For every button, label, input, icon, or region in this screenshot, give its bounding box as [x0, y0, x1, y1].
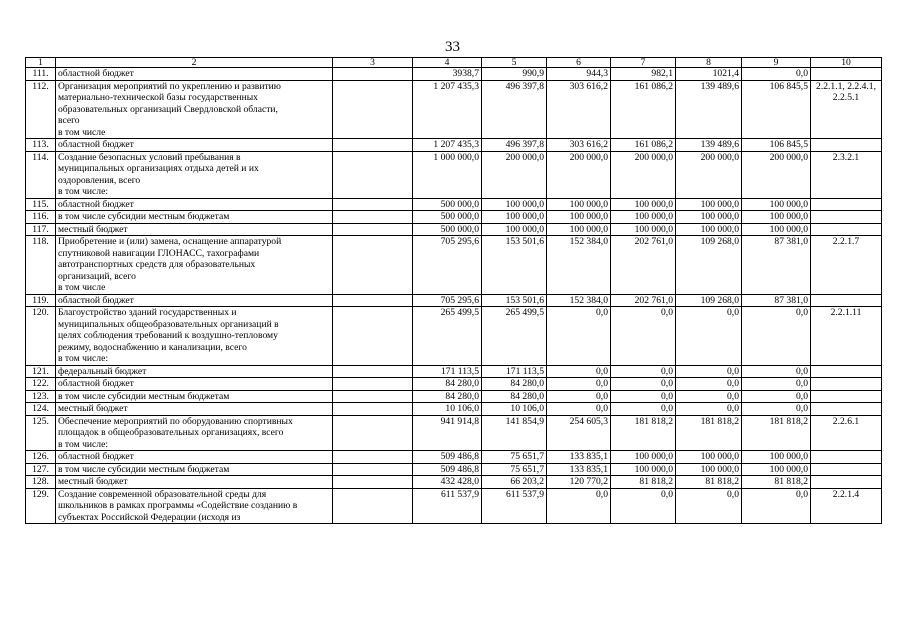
value-v5: 141 854,9: [482, 415, 547, 451]
col3-cell: [333, 365, 413, 378]
value-v5: 84 280,0: [482, 390, 547, 403]
value-v5: 84 280,0: [482, 378, 547, 391]
table-row: [26, 476, 882, 489]
table-body: [26, 68, 882, 524]
value-v5: 611 537,9: [482, 488, 547, 524]
table-row: [26, 68, 882, 81]
row-name-line: местный бюджет: [58, 476, 128, 487]
col3-cell: [333, 378, 413, 391]
row-name: [56, 488, 333, 524]
row-name-line: муниципальных организациях отдыха детей и их: [58, 163, 259, 174]
row-name-line: областной бюджет: [58, 68, 134, 79]
table-row: [26, 365, 882, 378]
row-number: 113.: [26, 139, 56, 152]
target-code: [811, 488, 882, 524]
header-cell: 6: [547, 58, 611, 68]
col3-cell: [333, 80, 413, 139]
table-row: [26, 415, 882, 451]
value-v4: 509 486,8: [413, 451, 482, 464]
value-v7: 161 086,2: [611, 80, 676, 139]
value-v9: 0,0: [742, 403, 811, 416]
row-name: [56, 415, 333, 451]
table-row: [26, 378, 882, 391]
target-code: [811, 151, 882, 198]
value-v9: 100 000,0: [742, 211, 811, 224]
value-v8: 0,0: [676, 378, 742, 391]
col3-cell: [333, 139, 413, 152]
row-name-line: муниципальных общеобразовательных организаций в: [58, 318, 279, 330]
value-v8: 109 268,0: [676, 236, 742, 295]
row-number: 118.: [26, 236, 56, 295]
value-v4: 611 537,9: [413, 488, 482, 524]
row-name: [56, 80, 333, 139]
value-v9: 106 845,5: [742, 139, 811, 152]
target-code: [811, 294, 882, 307]
target-code-line: 2.2.1.11: [830, 307, 862, 318]
header-cell: 8: [676, 58, 742, 68]
header-row: [26, 58, 882, 68]
row-name: [56, 390, 333, 403]
value-v4: 171 113,5: [413, 365, 482, 378]
budget-table: [25, 57, 882, 524]
row-name: [56, 403, 333, 416]
value-v8: 200 000,0: [676, 151, 742, 198]
value-v8: 100 000,0: [676, 223, 742, 236]
value-v6: 944,3: [547, 68, 611, 81]
value-v5: 10 106,0: [482, 403, 547, 416]
target-code: [811, 307, 882, 366]
row-name: [56, 463, 333, 476]
row-number: 129.: [26, 488, 56, 524]
value-v6: 100 000,0: [547, 198, 611, 211]
row-number: 126.: [26, 451, 56, 464]
value-v8: 100 000,0: [676, 463, 742, 476]
row-name-line: областной бюджет: [58, 451, 134, 462]
value-v8: 100 000,0: [676, 198, 742, 211]
row-number: 122.: [26, 378, 56, 391]
value-v6: 0,0: [547, 307, 611, 366]
target-code: [811, 403, 882, 416]
value-v8: 1021,4: [676, 68, 742, 81]
value-v4: 1 000 000,0: [413, 151, 482, 198]
row-name-line: в том числе: [58, 126, 106, 138]
row-name-line: режиму, водоснабжению и канализации, всего: [58, 341, 247, 353]
value-v7: 100 000,0: [611, 451, 676, 464]
value-v6: 0,0: [547, 378, 611, 391]
row-name-line: в том числе: [58, 282, 106, 293]
value-v6: 152 384,0: [547, 236, 611, 295]
value-v9: 0,0: [742, 488, 811, 524]
value-v6: 152 384,0: [547, 294, 611, 307]
value-v7: 982,1: [611, 68, 676, 81]
value-v9: 100 000,0: [742, 223, 811, 236]
value-v6: 303 616,2: [547, 139, 611, 152]
row-name-line: целях соблюдения требований к воздушно-тепловому: [58, 330, 278, 341]
row-name: [56, 294, 333, 307]
col3-cell: [333, 198, 413, 211]
value-v6: 0,0: [547, 365, 611, 378]
row-name: [56, 236, 333, 295]
header-cell: 3: [333, 58, 413, 68]
value-v7: 202 761,0: [611, 236, 676, 295]
value-v5: 990,9: [482, 68, 547, 81]
row-number: 121.: [26, 365, 56, 378]
value-v5: 66 203,2: [482, 476, 547, 489]
value-v8: 0,0: [676, 390, 742, 403]
header-cell: 2: [56, 58, 333, 68]
row-name-line: местный бюджет: [58, 223, 128, 235]
table-row: [26, 403, 882, 416]
page-number: 33: [445, 39, 460, 55]
row-name: [56, 139, 333, 152]
row-name-line: в том числе:: [58, 353, 109, 364]
value-v9: 0,0: [742, 378, 811, 391]
target-code: [811, 463, 882, 476]
value-v5: 200 000,0: [482, 151, 547, 198]
value-v4: 10 106,0: [413, 403, 482, 416]
row-name-line: всего: [58, 115, 80, 126]
value-v9: 100 000,0: [742, 451, 811, 464]
target-code-line: 2.2.6.1: [832, 415, 860, 427]
value-v8: 100 000,0: [676, 211, 742, 224]
value-v7: 0,0: [611, 307, 676, 366]
row-name-line: организаций, всего: [58, 270, 136, 282]
value-v5: 75 651,7: [482, 463, 547, 476]
col3-cell: [333, 236, 413, 295]
row-number: 111.: [26, 68, 56, 81]
row-number: 125.: [26, 415, 56, 451]
value-v6: 303 616,2: [547, 80, 611, 139]
table-row: [26, 236, 882, 295]
value-v9: 181 818,2: [742, 415, 811, 451]
row-name-line: областной бюджет: [58, 378, 134, 389]
target-code: [811, 211, 882, 224]
row-number: 117.: [26, 223, 56, 236]
value-v7: 100 000,0: [611, 463, 676, 476]
value-v7: 81 818,2: [611, 476, 676, 489]
target-code: [811, 236, 882, 295]
value-v9: 100 000,0: [742, 463, 811, 476]
value-v8: 109 268,0: [676, 294, 742, 307]
row-number: 115.: [26, 198, 56, 211]
value-v9: 0,0: [742, 307, 811, 366]
target-code: [811, 415, 882, 451]
value-v4: 705 295,6: [413, 294, 482, 307]
value-v7: 0,0: [611, 365, 676, 378]
value-v8: 139 489,6: [676, 139, 742, 152]
value-v4: 705 295,6: [413, 236, 482, 295]
value-v5: 100 000,0: [482, 223, 547, 236]
col3-cell: [333, 488, 413, 524]
table-row: [26, 488, 882, 524]
target-code-line: 2.2.1.7: [832, 236, 860, 247]
value-v7: 100 000,0: [611, 211, 676, 224]
header-cell: 10: [811, 58, 882, 68]
value-v6: 254 605,3: [547, 415, 611, 451]
value-v6: 100 000,0: [547, 211, 611, 224]
table-row: [26, 198, 882, 211]
value-v9: 200 000,0: [742, 151, 811, 198]
value-v7: 100 000,0: [611, 198, 676, 211]
target-code-line: 2.2.1.1, 2.2.4.1,: [816, 80, 876, 92]
value-v4: 265 499,5: [413, 307, 482, 366]
row-name-line: Создание безопасных условий пребывания в: [58, 151, 241, 163]
row-name-line: материально-технической базы государственных: [58, 92, 258, 103]
target-code: [811, 80, 882, 139]
value-v5: 100 000,0: [482, 211, 547, 224]
value-v7: 0,0: [611, 403, 676, 416]
value-v7: 0,0: [611, 488, 676, 524]
table-row: [26, 390, 882, 403]
col3-cell: [333, 451, 413, 464]
value-v9: 0,0: [742, 68, 811, 81]
target-code: [811, 198, 882, 211]
value-v6: 0,0: [547, 403, 611, 416]
row-name: [56, 365, 333, 378]
row-name-line: площадок в общеобразовательных организациях, всего: [58, 427, 284, 438]
row-name-line: местный бюджет: [58, 403, 128, 414]
table-row: [26, 463, 882, 476]
value-v6: 120 770,2: [547, 476, 611, 489]
value-v7: 181 818,2: [611, 415, 676, 451]
value-v6: 100 000,0: [547, 223, 611, 236]
value-v5: 75 651,7: [482, 451, 547, 464]
value-v8: 0,0: [676, 488, 742, 524]
row-name-line: спутниковой навигации ГЛОНАСС, тахографами: [58, 247, 260, 259]
value-v5: 171 113,5: [482, 365, 547, 378]
row-name: [56, 451, 333, 464]
value-v4: 1 207 435,3: [413, 80, 482, 139]
row-name-line: образовательных организаций Свердловской области,: [58, 103, 278, 115]
row-name-line: областной бюджет: [58, 294, 134, 306]
row-name: [56, 68, 333, 81]
value-v5: 153 501,6: [482, 294, 547, 307]
row-number: 119.: [26, 294, 56, 307]
table-row: [26, 151, 882, 198]
row-name-line: в том числе:: [58, 438, 109, 450]
row-name-line: школьников в рамках программы «Содействие созданию в: [58, 500, 298, 511]
target-code: [811, 139, 882, 152]
value-v4: 941 914,8: [413, 415, 482, 451]
row-name-line: Благоустройство зданий государственных и: [58, 307, 237, 318]
target-code-line: 2.2.5.1: [832, 92, 860, 103]
value-v7: 0,0: [611, 378, 676, 391]
row-name-line: Приобретение и (или) замена, оснащение аппаратурой: [58, 236, 282, 247]
value-v4: 3938,7: [413, 68, 482, 81]
row-name: [56, 198, 333, 211]
value-v4: 432 428,0: [413, 476, 482, 489]
target-code: [811, 451, 882, 464]
col3-cell: [333, 403, 413, 416]
value-v4: 500 000,0: [413, 211, 482, 224]
col3-cell: [333, 68, 413, 81]
value-v9: 106 845,5: [742, 80, 811, 139]
target-code-line: 2.2.1.4: [832, 488, 860, 500]
target-code: [811, 223, 882, 236]
col3-cell: [333, 463, 413, 476]
value-v4: 500 000,0: [413, 223, 482, 236]
table-row: [26, 223, 882, 236]
target-code: [811, 68, 882, 81]
value-v9: 0,0: [742, 390, 811, 403]
row-name-line: федеральный бюджет: [58, 365, 147, 377]
table-row: [26, 294, 882, 307]
row-number: 128.: [26, 476, 56, 489]
row-name-line: в том числе:: [58, 186, 109, 197]
header-cell: 7: [611, 58, 676, 68]
value-v9: 87 381,0: [742, 236, 811, 295]
target-code: [811, 365, 882, 378]
value-v8: 100 000,0: [676, 451, 742, 464]
col3-cell: [333, 294, 413, 307]
target-code-line: 2.3.2.1: [832, 151, 860, 163]
col3-cell: [333, 151, 413, 198]
row-name: [56, 307, 333, 366]
table-row: [26, 211, 882, 224]
value-v4: 84 280,0: [413, 390, 482, 403]
value-v8: 81 818,2: [676, 476, 742, 489]
value-v9: 0,0: [742, 365, 811, 378]
value-v4: 509 486,8: [413, 463, 482, 476]
value-v9: 100 000,0: [742, 198, 811, 211]
col3-cell: [333, 307, 413, 366]
col3-cell: [333, 390, 413, 403]
header-cell: 5: [482, 58, 547, 68]
value-v6: 0,0: [547, 488, 611, 524]
value-v4: 84 280,0: [413, 378, 482, 391]
row-number: 127.: [26, 463, 56, 476]
row-name-line: субъектах Российской Федерации (исходя из: [58, 511, 241, 523]
row-name-line: областной бюджет: [58, 139, 134, 150]
value-v7: 161 086,2: [611, 139, 676, 152]
value-v7: 0,0: [611, 390, 676, 403]
value-v4: 500 000,0: [413, 198, 482, 211]
value-v8: 0,0: [676, 365, 742, 378]
row-name-line: в том числе субсидии местным бюджетам: [58, 390, 230, 402]
value-v5: 265 499,5: [482, 307, 547, 366]
value-v5: 496 397,8: [482, 139, 547, 152]
value-v5: 153 501,6: [482, 236, 547, 295]
value-v8: 0,0: [676, 403, 742, 416]
value-v6: 0,0: [547, 390, 611, 403]
col3-cell: [333, 476, 413, 489]
row-number: 124.: [26, 403, 56, 416]
row-name: [56, 223, 333, 236]
header-cell: 4: [413, 58, 482, 68]
value-v9: 81 818,2: [742, 476, 811, 489]
row-name-line: Организация мероприятий по укреплению и развитию: [58, 80, 281, 92]
value-v8: 181 818,2: [676, 415, 742, 451]
col3-cell: [333, 223, 413, 236]
row-number: 123.: [26, 390, 56, 403]
table-row: [26, 307, 882, 366]
table-row: [26, 139, 882, 152]
value-v8: 0,0: [676, 307, 742, 366]
table-row: [26, 451, 882, 464]
col3-cell: [333, 415, 413, 451]
col3-cell: [333, 211, 413, 224]
target-code: [811, 476, 882, 489]
row-number: 114.: [26, 151, 56, 198]
row-name: [56, 476, 333, 489]
value-v6: 133 835,1: [547, 451, 611, 464]
header-cell: 1: [26, 58, 56, 68]
row-name: [56, 211, 333, 224]
value-v9: 87 381,0: [742, 294, 811, 307]
value-v6: 133 835,1: [547, 463, 611, 476]
value-v7: 202 761,0: [611, 294, 676, 307]
row-name-line: Создание современной образовательной среды для: [58, 488, 267, 500]
target-code: [811, 390, 882, 403]
header-cell: 9: [742, 58, 811, 68]
value-v5: 100 000,0: [482, 198, 547, 211]
value-v4: 1 207 435,3: [413, 139, 482, 152]
value-v6: 200 000,0: [547, 151, 611, 198]
row-name-line: оздоровления, всего: [58, 174, 141, 186]
row-name-line: в том числе субсидии местным бюджетам: [58, 211, 230, 222]
value-v7: 100 000,0: [611, 223, 676, 236]
row-name-line: Обеспечение мероприятий по оборудованию спортивных: [58, 415, 293, 427]
table-row: [26, 80, 882, 139]
row-name: [56, 151, 333, 198]
row-name-line: в том числе субсидии местным бюджетам: [58, 463, 230, 475]
row-name-line: областной бюджет: [58, 198, 134, 210]
value-v7: 200 000,0: [611, 151, 676, 198]
row-name: [56, 378, 333, 391]
target-code: [811, 378, 882, 391]
row-number: 112.: [26, 80, 56, 139]
value-v5: 496 397,8: [482, 80, 547, 139]
row-number: 120.: [26, 307, 56, 366]
row-number: 116.: [26, 211, 56, 224]
value-v8: 139 489,6: [676, 80, 742, 139]
row-name-line: автотранспортных средств для образовательных: [58, 259, 256, 270]
